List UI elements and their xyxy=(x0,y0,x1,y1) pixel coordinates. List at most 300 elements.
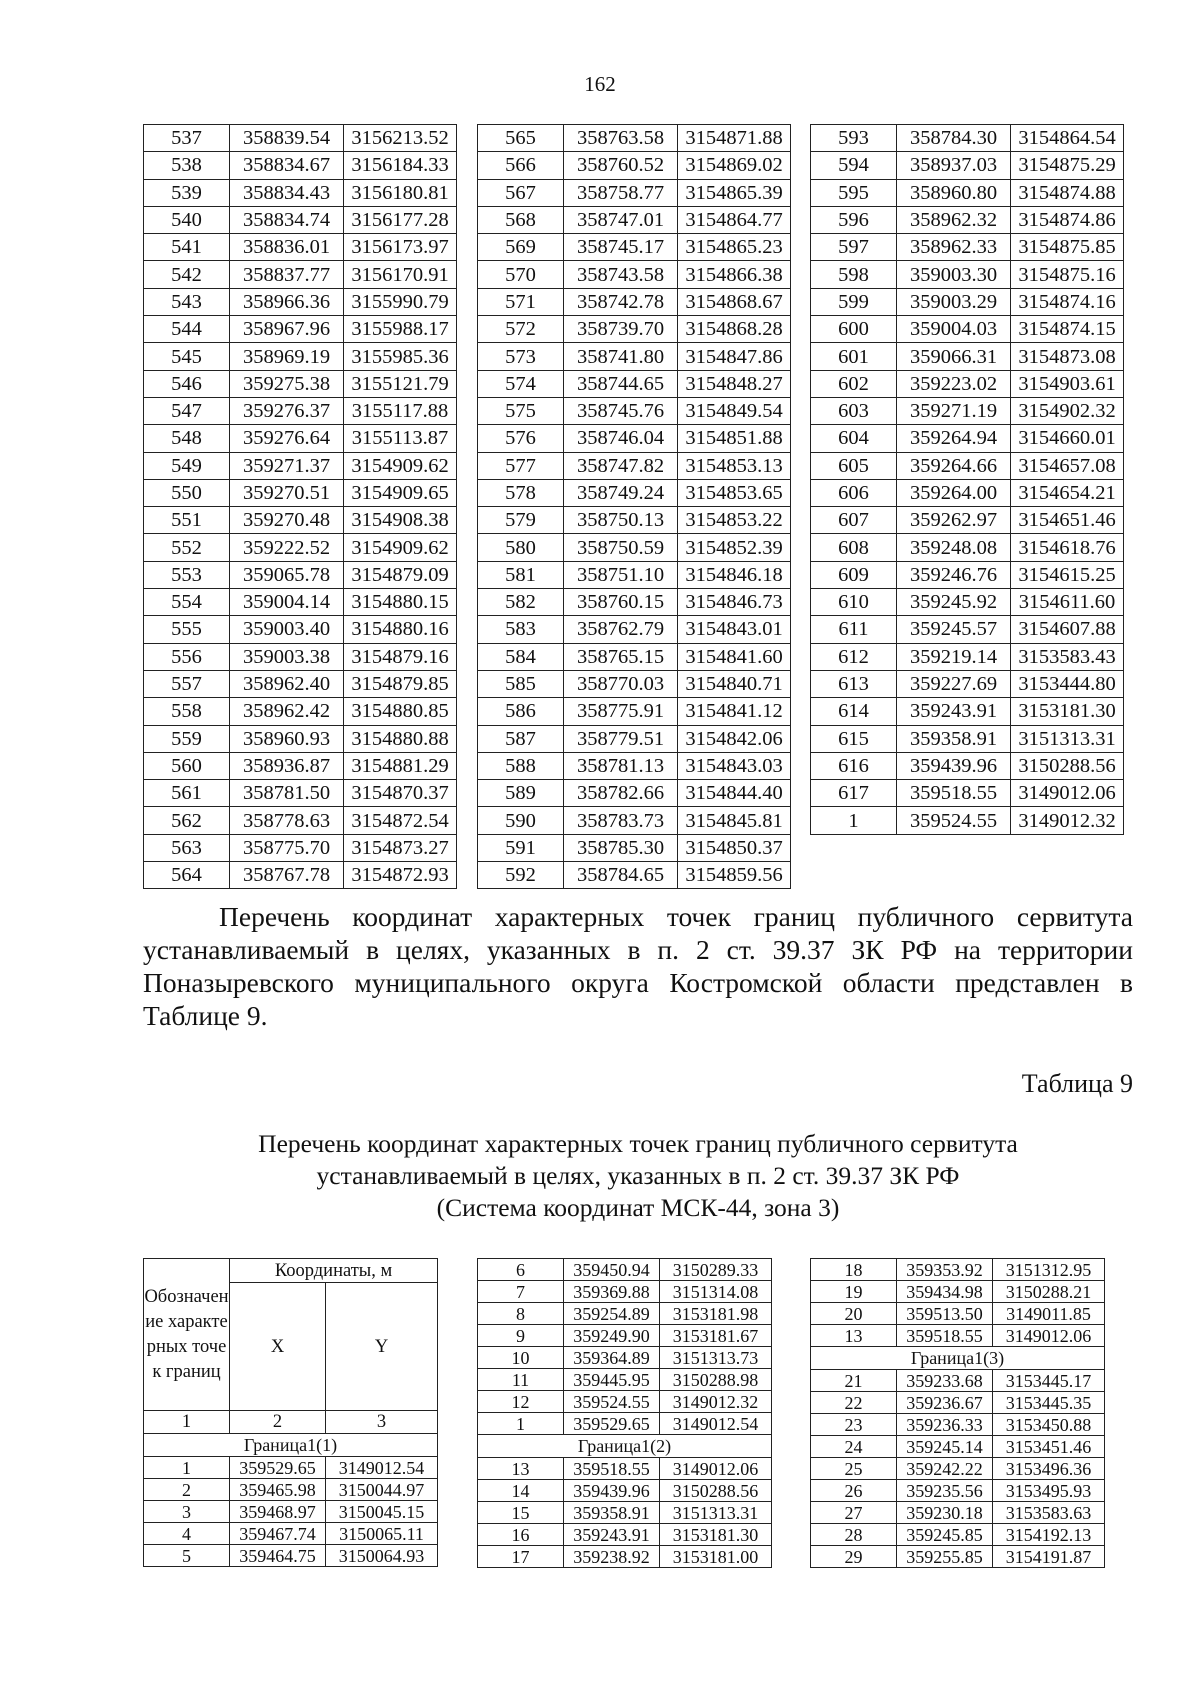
point-number-cell: 586 xyxy=(478,698,564,725)
point-number-cell: 562 xyxy=(144,807,230,834)
table-row xyxy=(478,234,791,261)
y-coordinate-cell: 3153445.17 xyxy=(993,1370,1105,1392)
y-coordinate-cell: 3154909.65 xyxy=(344,479,457,506)
table-row xyxy=(478,1369,772,1391)
x-coordinate-cell: 359003.40 xyxy=(230,616,344,643)
x-coordinate-cell: 359245.57 xyxy=(897,616,1011,643)
point-number-cell: 555 xyxy=(144,616,230,643)
point-number-cell: 584 xyxy=(478,643,564,670)
x-coordinate-cell: 358782.66 xyxy=(564,780,678,807)
y-coordinate-cell: 3154859.56 xyxy=(678,862,791,889)
y-coordinate-cell: 3154841.12 xyxy=(678,698,791,725)
y-coordinate-cell: 3151313.31 xyxy=(1011,725,1124,752)
point-number-cell: 600 xyxy=(811,316,897,343)
y-coordinate-cell: 3154853.65 xyxy=(678,479,791,506)
table-row xyxy=(144,698,457,725)
table-row xyxy=(811,179,1124,206)
x-coordinate-cell: 359353.92 xyxy=(897,1259,993,1281)
y-coordinate-cell: 3149012.06 xyxy=(1011,780,1124,807)
table-row xyxy=(478,643,791,670)
point-number-cell: 604 xyxy=(811,425,897,452)
point-number-cell: 572 xyxy=(478,316,564,343)
coordinates-table-col-3 xyxy=(810,124,1124,835)
x-coordinate-cell: 359276.64 xyxy=(230,425,344,452)
y-coordinate-cell: 3153181.00 xyxy=(660,1546,772,1568)
table-row xyxy=(811,234,1124,261)
y-coordinate-cell: 3154880.88 xyxy=(344,725,457,752)
point-number-cell: 616 xyxy=(811,752,897,779)
y-coordinate-cell: 3154615.25 xyxy=(1011,561,1124,588)
y-coordinate-cell: 3156173.97 xyxy=(344,234,457,261)
y-coordinate-cell: 3155113.87 xyxy=(344,425,457,452)
x-coordinate-cell: 358781.50 xyxy=(230,780,344,807)
point-number-cell: 594 xyxy=(811,152,897,179)
table-row xyxy=(144,452,457,479)
table-row xyxy=(478,316,791,343)
table-row xyxy=(144,643,457,670)
y-coordinate-cell: 3154902.32 xyxy=(1011,397,1124,424)
table-row xyxy=(811,1259,1105,1281)
point-number-cell: 576 xyxy=(478,425,564,452)
y-coordinate-cell: 3154657.08 xyxy=(1011,452,1124,479)
y-coordinate-cell: 3153444.80 xyxy=(1011,670,1124,697)
table9-part-3 xyxy=(810,1258,1105,1568)
point-number-cell: 595 xyxy=(811,179,897,206)
table-row xyxy=(144,616,457,643)
point-number-cell: 575 xyxy=(478,397,564,424)
header-point-designation: Обозначение характерных точек границ xyxy=(144,1259,230,1411)
point-number-cell: 557 xyxy=(144,670,230,697)
point-number-cell: 10 xyxy=(478,1347,564,1369)
caption-line: устанавливаемый в целях, указанных в п. 2 ст. 39.37 ЗК РФ xyxy=(316,1161,960,1190)
point-number-cell: 542 xyxy=(144,261,230,288)
table-row xyxy=(478,670,791,697)
y-coordinate-cell: 3154879.16 xyxy=(344,643,457,670)
table-row xyxy=(811,1370,1105,1392)
x-coordinate-cell: 359248.08 xyxy=(897,534,1011,561)
point-number-cell: 580 xyxy=(478,534,564,561)
point-number-cell: 610 xyxy=(811,589,897,616)
table-row xyxy=(144,261,457,288)
y-coordinate-cell: 3154871.88 xyxy=(678,125,791,152)
x-coordinate-cell: 358785.30 xyxy=(564,834,678,861)
x-coordinate-cell: 359358.91 xyxy=(897,725,1011,752)
point-number-cell: 590 xyxy=(478,807,564,834)
y-coordinate-cell: 3149012.54 xyxy=(326,1457,438,1479)
y-coordinate-cell: 3154866.38 xyxy=(678,261,791,288)
header-y: Y xyxy=(326,1283,438,1411)
point-number-cell: 598 xyxy=(811,261,897,288)
y-coordinate-cell: 3154852.39 xyxy=(678,534,791,561)
point-number-cell: 2 xyxy=(144,1479,230,1501)
x-coordinate-cell: 359235.56 xyxy=(897,1480,993,1502)
table-row xyxy=(811,780,1124,807)
point-number-cell: 5 xyxy=(144,1545,230,1567)
x-coordinate-cell: 358760.15 xyxy=(564,589,678,616)
y-coordinate-cell: 3154654.21 xyxy=(1011,479,1124,506)
table-row xyxy=(144,862,457,889)
table-row xyxy=(144,507,457,534)
point-number-cell: 7 xyxy=(478,1281,564,1303)
x-coordinate-cell: 358969.19 xyxy=(230,343,344,370)
point-number-cell: 571 xyxy=(478,288,564,315)
y-coordinate-cell: 3149011.85 xyxy=(993,1303,1105,1325)
point-number-cell: 601 xyxy=(811,343,897,370)
table-row xyxy=(144,534,457,561)
point-number-cell: 564 xyxy=(144,862,230,889)
table-row xyxy=(811,1502,1105,1524)
point-number-cell: 548 xyxy=(144,425,230,452)
point-number-cell: 613 xyxy=(811,670,897,697)
x-coordinate-cell: 358836.01 xyxy=(230,234,344,261)
table-row xyxy=(811,479,1124,506)
x-coordinate-cell: 358834.74 xyxy=(230,206,344,233)
y-coordinate-cell: 3154844.40 xyxy=(678,780,791,807)
table-row xyxy=(478,862,791,889)
x-coordinate-cell: 359236.33 xyxy=(897,1414,993,1436)
point-number-cell: 560 xyxy=(144,752,230,779)
x-coordinate-cell: 359243.91 xyxy=(897,698,1011,725)
point-number-cell: 11 xyxy=(478,1369,564,1391)
y-coordinate-cell: 3153451.46 xyxy=(993,1436,1105,1458)
y-coordinate-cell: 3154847.86 xyxy=(678,343,791,370)
table-row xyxy=(811,1303,1105,1325)
y-coordinate-cell: 3154846.73 xyxy=(678,589,791,616)
point-number-cell: 26 xyxy=(811,1480,897,1502)
table-row xyxy=(478,1502,772,1524)
table-row xyxy=(144,1457,438,1479)
table-row xyxy=(478,1546,772,1568)
table-row xyxy=(478,1413,772,1435)
point-number-cell: 579 xyxy=(478,507,564,534)
x-coordinate-cell: 359518.55 xyxy=(564,1458,660,1480)
y-coordinate-cell: 3154880.85 xyxy=(344,698,457,725)
point-number-cell: 589 xyxy=(478,780,564,807)
y-coordinate-cell: 3150288.56 xyxy=(1011,752,1124,779)
table-row xyxy=(811,1524,1105,1546)
x-coordinate-cell: 359467.74 xyxy=(230,1523,326,1545)
table-row xyxy=(811,752,1124,779)
table-row xyxy=(811,698,1124,725)
point-number-cell: 20 xyxy=(811,1303,897,1325)
x-coordinate-cell: 358743.58 xyxy=(564,261,678,288)
table-row xyxy=(811,507,1124,534)
coordinates-table-col-1 xyxy=(143,124,457,889)
table-row xyxy=(811,425,1124,452)
point-number-cell: 539 xyxy=(144,179,230,206)
x-coordinate-cell: 358758.77 xyxy=(564,179,678,206)
x-coordinate-cell: 359271.19 xyxy=(897,397,1011,424)
table-row xyxy=(144,425,457,452)
point-number-cell: 566 xyxy=(478,152,564,179)
x-coordinate-cell: 359529.65 xyxy=(230,1457,326,1479)
point-number-cell: 540 xyxy=(144,206,230,233)
y-coordinate-cell: 3154879.85 xyxy=(344,670,457,697)
point-number-cell: 546 xyxy=(144,370,230,397)
table-row xyxy=(144,1523,438,1545)
section-title: Граница1(2) xyxy=(478,1435,772,1458)
table-row xyxy=(144,397,457,424)
table-row xyxy=(144,670,457,697)
x-coordinate-cell: 358960.80 xyxy=(897,179,1011,206)
y-coordinate-cell: 3154842.06 xyxy=(678,725,791,752)
page-number: 162 xyxy=(584,72,616,96)
point-number-cell: 21 xyxy=(811,1370,897,1392)
y-coordinate-cell: 3153181.67 xyxy=(660,1325,772,1347)
x-coordinate-cell: 358960.93 xyxy=(230,725,344,752)
y-coordinate-cell: 3149012.06 xyxy=(993,1325,1105,1347)
point-number-cell: 568 xyxy=(478,206,564,233)
y-coordinate-cell: 3154864.54 xyxy=(1011,125,1124,152)
y-coordinate-cell: 3154875.85 xyxy=(1011,234,1124,261)
x-coordinate-cell: 359227.69 xyxy=(897,670,1011,697)
point-number-cell: 573 xyxy=(478,343,564,370)
y-coordinate-cell: 3154850.37 xyxy=(678,834,791,861)
point-number-cell: 13 xyxy=(811,1325,897,1347)
table-row xyxy=(478,561,791,588)
point-number-cell: 597 xyxy=(811,234,897,261)
y-coordinate-cell: 3149012.06 xyxy=(660,1458,772,1480)
point-number-cell: 611 xyxy=(811,616,897,643)
section-title: Граница1(3) xyxy=(811,1347,1105,1370)
y-coordinate-cell: 3154873.27 xyxy=(344,834,457,861)
point-number-cell: 603 xyxy=(811,397,897,424)
body-paragraph: Перечень координат характерных точек границ публичного сервитута устанавливаемый в целях, указанных в п. 2 ст. 39.37 ЗК РФ на территории Поназыревского муниципального округа Костромской области представлен в Таблице 9. xyxy=(143,901,1133,1031)
x-coordinate-cell: 359518.55 xyxy=(897,1325,993,1347)
point-number-cell: 29 xyxy=(811,1546,897,1568)
header-x: X xyxy=(230,1283,326,1411)
y-coordinate-cell: 3154660.01 xyxy=(1011,425,1124,452)
x-coordinate-cell: 359222.52 xyxy=(230,534,344,561)
y-coordinate-cell: 3154865.39 xyxy=(678,179,791,206)
point-number-cell: 4 xyxy=(144,1523,230,1545)
x-coordinate-cell: 359358.91 xyxy=(564,1502,660,1524)
point-number-cell: 18 xyxy=(811,1259,897,1281)
table-row xyxy=(811,643,1124,670)
table-row xyxy=(811,1325,1105,1347)
x-coordinate-cell: 358767.78 xyxy=(230,862,344,889)
y-coordinate-cell: 3154607.88 xyxy=(1011,616,1124,643)
y-coordinate-cell: 3151312.95 xyxy=(993,1259,1105,1281)
x-coordinate-cell: 359270.48 xyxy=(230,507,344,534)
table-row xyxy=(478,1259,772,1281)
x-coordinate-cell: 359004.03 xyxy=(897,316,1011,343)
y-coordinate-cell: 3153583.43 xyxy=(1011,643,1124,670)
point-number-cell: 547 xyxy=(144,397,230,424)
point-number-cell: 577 xyxy=(478,452,564,479)
x-coordinate-cell: 358747.01 xyxy=(564,206,678,233)
table-row xyxy=(811,125,1124,152)
x-coordinate-cell: 359003.38 xyxy=(230,643,344,670)
table-row xyxy=(811,370,1124,397)
table-row xyxy=(811,670,1124,697)
y-coordinate-cell: 3154872.54 xyxy=(344,807,457,834)
y-coordinate-cell: 3154618.76 xyxy=(1011,534,1124,561)
x-coordinate-cell: 358751.10 xyxy=(564,561,678,588)
y-coordinate-cell: 3154875.16 xyxy=(1011,261,1124,288)
table-row xyxy=(478,834,791,861)
x-coordinate-cell: 358966.36 xyxy=(230,288,344,315)
x-coordinate-cell: 358783.73 xyxy=(564,807,678,834)
table-row xyxy=(811,316,1124,343)
y-coordinate-cell: 3154869.02 xyxy=(678,152,791,179)
point-number-cell: 17 xyxy=(478,1546,564,1568)
point-number-cell: 605 xyxy=(811,452,897,479)
y-coordinate-cell: 3154840.71 xyxy=(678,670,791,697)
x-coordinate-cell: 358967.96 xyxy=(230,316,344,343)
y-coordinate-cell: 3154192.13 xyxy=(993,1524,1105,1546)
point-number-cell: 550 xyxy=(144,479,230,506)
x-coordinate-cell: 358749.24 xyxy=(564,479,678,506)
point-number-cell: 8 xyxy=(478,1303,564,1325)
point-number-cell: 612 xyxy=(811,643,897,670)
caption-line: Перечень координат характерных точек границ публичного сервитута xyxy=(258,1129,1018,1158)
y-coordinate-cell: 3155988.17 xyxy=(344,316,457,343)
y-coordinate-cell: 3154874.86 xyxy=(1011,206,1124,233)
y-coordinate-cell: 3154868.28 xyxy=(678,316,791,343)
x-coordinate-cell: 358839.54 xyxy=(230,125,344,152)
x-coordinate-cell: 359364.89 xyxy=(564,1347,660,1369)
x-coordinate-cell: 359219.14 xyxy=(897,643,1011,670)
point-number-cell: 606 xyxy=(811,479,897,506)
x-coordinate-cell: 359066.31 xyxy=(897,343,1011,370)
point-number-cell: 592 xyxy=(478,862,564,889)
x-coordinate-cell: 359450.94 xyxy=(564,1259,660,1281)
table-row xyxy=(144,125,457,152)
table-row xyxy=(478,179,791,206)
point-number-cell: 554 xyxy=(144,589,230,616)
y-coordinate-cell: 3154874.88 xyxy=(1011,179,1124,206)
x-coordinate-cell: 358750.59 xyxy=(564,534,678,561)
y-coordinate-cell: 3154846.18 xyxy=(678,561,791,588)
x-coordinate-cell: 359439.96 xyxy=(564,1480,660,1502)
point-number-cell: 565 xyxy=(478,125,564,152)
section-title: Граница1(1) xyxy=(144,1434,438,1457)
table-row xyxy=(144,370,457,397)
x-coordinate-cell: 359245.85 xyxy=(897,1524,993,1546)
y-coordinate-cell: 3150065.11 xyxy=(326,1523,438,1545)
point-number-cell: 551 xyxy=(144,507,230,534)
x-coordinate-cell: 359245.92 xyxy=(897,589,1011,616)
y-coordinate-cell: 3155117.88 xyxy=(344,397,457,424)
header-coordinates: Координаты, м xyxy=(230,1259,438,1283)
table-row xyxy=(478,261,791,288)
table-row xyxy=(478,1281,772,1303)
x-coordinate-cell: 359275.38 xyxy=(230,370,344,397)
table-row xyxy=(144,234,457,261)
x-coordinate-cell: 359434.98 xyxy=(897,1281,993,1303)
table-row xyxy=(478,1303,772,1325)
x-coordinate-cell: 359465.98 xyxy=(230,1479,326,1501)
point-number-cell: 588 xyxy=(478,752,564,779)
table-row xyxy=(478,616,791,643)
y-coordinate-cell: 3156213.52 xyxy=(344,125,457,152)
table-row xyxy=(144,479,457,506)
y-coordinate-cell: 3154909.62 xyxy=(344,534,457,561)
table-row xyxy=(144,1479,438,1501)
x-coordinate-cell: 359230.18 xyxy=(897,1502,993,1524)
point-number-cell: 12 xyxy=(478,1391,564,1413)
x-coordinate-cell: 359236.67 xyxy=(897,1392,993,1414)
table-row xyxy=(811,1281,1105,1303)
x-coordinate-cell: 358781.13 xyxy=(564,752,678,779)
y-coordinate-cell: 3154843.03 xyxy=(678,752,791,779)
y-coordinate-cell: 3154845.81 xyxy=(678,807,791,834)
table-row xyxy=(478,343,791,370)
table-row xyxy=(811,616,1124,643)
y-coordinate-cell: 3150288.21 xyxy=(993,1281,1105,1303)
y-coordinate-cell: 3154191.87 xyxy=(993,1546,1105,1568)
x-coordinate-cell: 358962.32 xyxy=(897,206,1011,233)
y-coordinate-cell: 3154872.93 xyxy=(344,862,457,889)
table-row xyxy=(478,425,791,452)
point-number-cell: 549 xyxy=(144,452,230,479)
point-number-cell: 558 xyxy=(144,698,230,725)
y-coordinate-cell: 3153495.93 xyxy=(993,1480,1105,1502)
x-coordinate-cell: 358750.13 xyxy=(564,507,678,534)
point-number-cell: 9 xyxy=(478,1325,564,1347)
table-row xyxy=(478,125,791,152)
x-coordinate-cell: 359464.75 xyxy=(230,1545,326,1567)
x-coordinate-cell: 358936.87 xyxy=(230,752,344,779)
table-row xyxy=(144,834,457,861)
point-number-cell: 6 xyxy=(478,1259,564,1281)
table-row xyxy=(478,1325,772,1347)
table-row xyxy=(478,152,791,179)
table-row xyxy=(811,1458,1105,1480)
table-row xyxy=(478,752,791,779)
x-coordinate-cell: 359264.66 xyxy=(897,452,1011,479)
table-row xyxy=(811,1480,1105,1502)
y-coordinate-cell: 3154874.16 xyxy=(1011,288,1124,315)
point-number-cell: 559 xyxy=(144,725,230,752)
table-row xyxy=(478,698,791,725)
x-coordinate-cell: 358739.70 xyxy=(564,316,678,343)
y-coordinate-cell: 3154908.38 xyxy=(344,507,457,534)
point-number-cell: 608 xyxy=(811,534,897,561)
point-number-cell: 13 xyxy=(478,1458,564,1480)
table-row xyxy=(811,561,1124,588)
point-number-cell: 581 xyxy=(478,561,564,588)
point-number-cell: 563 xyxy=(144,834,230,861)
y-coordinate-cell: 3150288.98 xyxy=(660,1369,772,1391)
y-coordinate-cell: 3154881.29 xyxy=(344,752,457,779)
y-coordinate-cell: 3151314.08 xyxy=(660,1281,772,1303)
x-coordinate-cell: 359233.68 xyxy=(897,1370,993,1392)
table-row xyxy=(811,206,1124,233)
header-col-number: 1 xyxy=(144,1411,230,1434)
point-number-cell: 19 xyxy=(811,1281,897,1303)
x-coordinate-cell: 359518.55 xyxy=(897,780,1011,807)
table-row xyxy=(811,725,1124,752)
table-row xyxy=(478,725,791,752)
table-row xyxy=(144,1545,438,1567)
table-row xyxy=(144,589,457,616)
table-row xyxy=(478,807,791,834)
x-coordinate-cell: 359468.97 xyxy=(230,1501,326,1523)
table-row xyxy=(478,288,791,315)
table-row xyxy=(144,288,457,315)
table-row xyxy=(144,725,457,752)
x-coordinate-cell: 359264.94 xyxy=(897,425,1011,452)
y-coordinate-cell: 3154868.67 xyxy=(678,288,791,315)
y-coordinate-cell: 3154843.01 xyxy=(678,616,791,643)
point-number-cell: 593 xyxy=(811,125,897,152)
x-coordinate-cell: 359271.37 xyxy=(230,452,344,479)
point-number-cell: 14 xyxy=(478,1480,564,1502)
y-coordinate-cell: 3154651.46 xyxy=(1011,507,1124,534)
table-row xyxy=(811,1414,1105,1436)
